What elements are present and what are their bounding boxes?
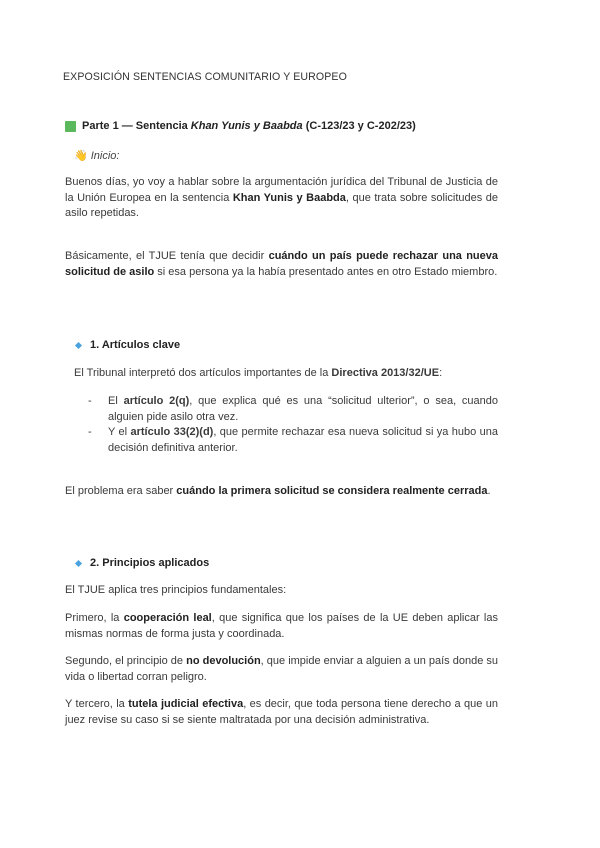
list-item: [88, 425, 498, 456]
principle-2-text-2: , que impide enviar a alguien a un país donde su vida o libertad corran peligro.: [65, 655, 498, 683]
list-dash: -: [88, 395, 92, 407]
section1-title: 1. Artículos clave: [90, 339, 181, 351]
intro-paragraph: [65, 175, 498, 222]
intro-text-2: , que trata sobre solicitudes de asilo repetidas.: [65, 191, 498, 219]
list-item-text-2: , que permite rechazar esa nueva solicitud si ya hubo una decisión definitiva anterior.: [108, 426, 499, 454]
problem-paragraph: [65, 484, 498, 500]
intro-bold-1: Khan Yunis y Baabda: [232, 191, 346, 204]
blue-diamond-icon: [75, 341, 82, 348]
principle-2-bold: no devolución: [186, 655, 261, 667]
problem-text-1: El problema era saber: [65, 485, 177, 497]
section1-intro: [74, 366, 499, 382]
principle-3-text-1: Y tercero, la: [65, 698, 129, 710]
blue-diamond-icon: [75, 559, 82, 566]
inicio-label: [74, 149, 119, 162]
section1-intro-text-1: El Tribunal interpretó dos artículos importantes de la: [74, 367, 332, 379]
part1-case-refs: (C-123/23 y C-202/23): [302, 120, 416, 132]
section2-title: 2. Principios aplicados: [90, 557, 210, 569]
list-item-bold: artículo 33(2)(d): [130, 426, 214, 438]
basic-text-2: si esa persona ya la había presentado antes en otro Estado miembro.: [154, 265, 498, 278]
list-item-text-1: El: [108, 395, 124, 407]
principle-1-text-2: , que significa que los países de la UE deben aplicar las mismas normas de forma justa y coordinada.: [65, 612, 498, 640]
principle-1-text-1: Primero, la: [65, 612, 124, 624]
part1-prefix: Parte 1 — Sentencia: [82, 120, 188, 132]
principle-1-paragraph: [65, 611, 498, 642]
basic-text-1: Básicamente, el TJUE tenía que decidir: [65, 250, 269, 262]
section1-intro-text-2: :: [439, 367, 443, 379]
principle-2-paragraph: [65, 654, 498, 685]
waving-hand-icon: 👋: [74, 150, 88, 162]
list-dash: -: [88, 426, 92, 438]
green-square-icon: [65, 121, 76, 132]
intro-text-1: Buenos días, yo voy a hablar sobre la argumentación jurídica del Tribunal de Justicia de la Unión Europea en la sentencia: [65, 176, 498, 204]
document-title: EXPOSICIÓN SENTENCIAS COMUNITARIO Y EUROPEO: [63, 71, 347, 83]
principle-3-paragraph: [65, 697, 498, 728]
section2-intro-text: El TJUE aplica tres principios fundamentales:: [65, 584, 287, 596]
section1-heading: [74, 339, 180, 351]
principle-1-bold: cooperación leal: [123, 612, 212, 624]
basic-paragraph: [65, 249, 498, 280]
principle-2-text-1: Segundo, el principio de: [65, 655, 187, 667]
principle-3-bold: tutela judicial efectiva: [128, 698, 244, 710]
list-item-text-1: Y el: [108, 426, 131, 438]
section1-intro-bold: Directiva 2013/32/UE: [331, 367, 440, 379]
list-item-bold: artículo 2(q): [123, 395, 190, 407]
basic-bold-1: cuándo un país puede rechazar una nueva solicitud de asilo: [65, 250, 499, 278]
problem-bold: cuándo la primera solicitud se considera realmente cerrada: [176, 485, 488, 497]
principle-3-text-2: , es decir, que toda persona tiene derecho a que un juez revise su caso si se siente maltratada por una decisión administrativa.: [65, 698, 498, 726]
part1-heading: [65, 120, 416, 132]
section2-intro: [65, 583, 498, 599]
list-item-text-2: , que explica qué es una “solicitud ulterior”, o sea, cuando alguien pide asilo otra vez.: [108, 395, 499, 423]
part1-case-name: Khan Yunis y Baabda: [190, 120, 303, 132]
section2-heading: [74, 557, 209, 569]
list-item: [88, 394, 498, 425]
inicio-text: Inicio:: [90, 150, 120, 162]
section1-list: [88, 394, 498, 456]
problem-text-2: .: [487, 485, 491, 497]
